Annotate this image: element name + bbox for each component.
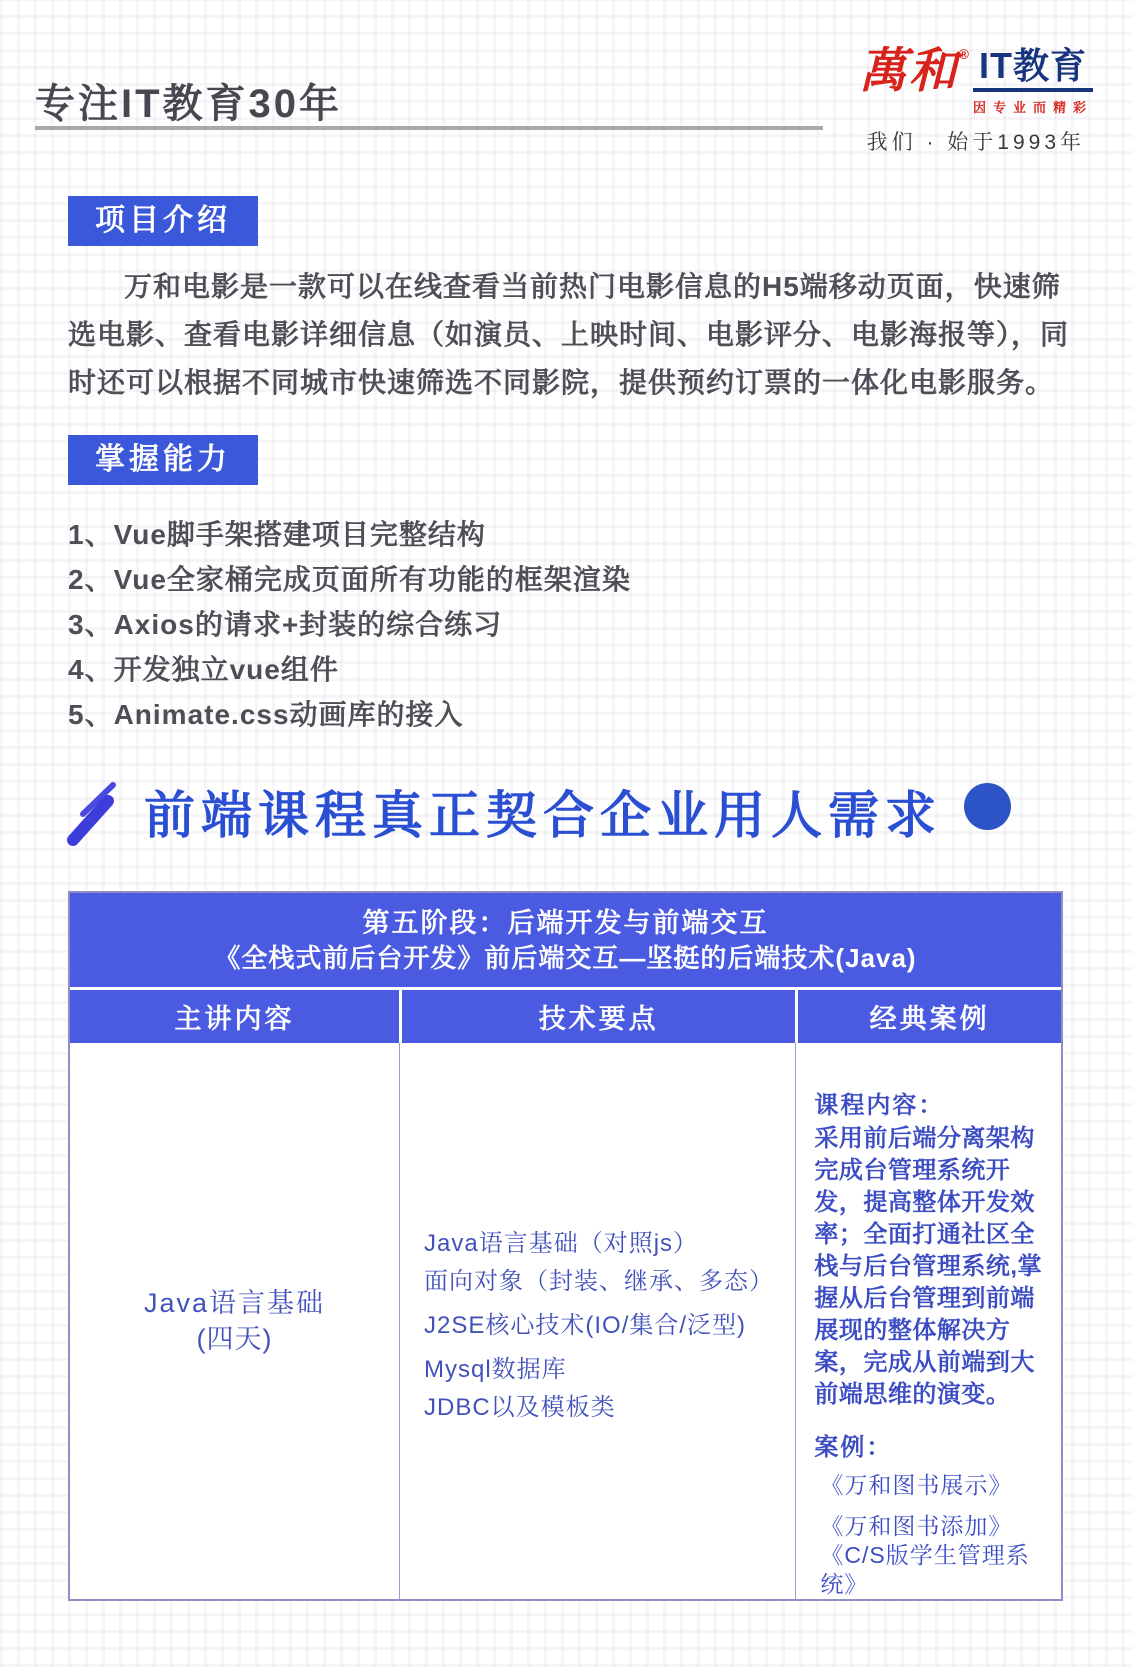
section-badge-intro: 项目介绍 bbox=[68, 196, 258, 246]
case-content-label: 课程内容： bbox=[814, 1092, 945, 1120]
topic-title: Java语言基础 bbox=[143, 1288, 326, 1319]
column-header-case: 经典案例 bbox=[795, 990, 1061, 1043]
case-example: 《万和图书添加》 bbox=[820, 1513, 1013, 1540]
skill-list-item: 5、Animate.css动画库的接入 bbox=[68, 699, 464, 731]
case-examples-label: 案例： bbox=[814, 1434, 893, 1462]
brand-name-it: IT教育 bbox=[978, 45, 1087, 86]
tech-point: Mysql数据库 bbox=[424, 1356, 567, 1384]
header-divider bbox=[35, 126, 823, 130]
topic-duration: (四天) bbox=[196, 1324, 273, 1355]
stage-table bbox=[68, 891, 1063, 1601]
circle-icon bbox=[964, 783, 1011, 830]
section-badge-skills: 掌握能力 bbox=[68, 435, 258, 485]
skill-list-item: 3、Axios的请求+封装的综合练习 bbox=[68, 609, 503, 641]
brand-tagline: 因专业而精彩 bbox=[972, 100, 1093, 115]
table-title-band bbox=[70, 893, 1061, 990]
registered-mark-icon: ® bbox=[958, 46, 969, 62]
column-header-tech: 技术要点 bbox=[399, 990, 795, 1043]
cell-topic bbox=[70, 1043, 399, 1599]
brand-logo-right bbox=[972, 45, 1093, 116]
cell-tech-points bbox=[399, 1043, 795, 1599]
section-banner bbox=[66, 773, 1133, 849]
table-title-line1: 第五阶段：后端开发与前端交互 bbox=[362, 908, 769, 939]
pen-slash-icon bbox=[66, 780, 122, 846]
header-slogan: 专注IT教育30年 bbox=[35, 82, 343, 126]
tech-point: J2SE核心技术(IO/集合/泛型) bbox=[424, 1312, 747, 1340]
case-description: 采用前后端分离架构完成台管理系统开发，提高整体开发效率；全面打通社区全栈与后台管理系统,掌握从后台管理到前端展现的整体解决方案，完成从前端到大前端思维的演变。 bbox=[814, 1125, 1043, 1409]
skills-list bbox=[68, 521, 1133, 729]
brand-since: 我们 · 始于1993年 bbox=[866, 131, 1086, 154]
tech-point: 面向对象（封装、继承、多态） bbox=[424, 1268, 774, 1296]
brand-logo bbox=[858, 45, 1093, 156]
brand-logo-row bbox=[858, 45, 1093, 116]
page-header bbox=[0, 0, 1133, 163]
case-example: 《万和图书展示》 bbox=[820, 1472, 1013, 1499]
tech-point: Java语言基础（对照js） bbox=[424, 1230, 699, 1258]
brand-underline bbox=[973, 88, 1093, 92]
skill-list-item: 1、Vue脚手架搭建项目完整结构 bbox=[68, 519, 486, 551]
skill-list-item: 4、开发独立vue组件 bbox=[68, 654, 339, 686]
tech-point: JDBC以及模板类 bbox=[424, 1394, 616, 1422]
case-example: 《C/S版学生管理系统》 bbox=[820, 1542, 1030, 1598]
table-row bbox=[70, 1043, 1061, 1599]
table-title-line2: 《全栈式前后台开发》前后端交互—坚挺的后端技术(Java) bbox=[214, 943, 917, 974]
skill-list-item: 2、Vue全家桶完成页面所有功能的框架渲染 bbox=[68, 564, 631, 596]
table-column-headers bbox=[70, 990, 1061, 1043]
case-examples-list bbox=[814, 1471, 1047, 1599]
banner-title: 前端课程真正契合企业用人需求 bbox=[144, 787, 943, 845]
brand-name-cn: 萬和 bbox=[858, 45, 959, 98]
intro-paragraph: 万和电影是一款可以在线查看当前热门电影信息的H5端移动页面，快速筛选电影、查看电影详细信息（如演员、上映时间、电影评分、电影海报等），同时还可以根据不同城市快速筛选不同影院，提供预约订票的一体化电影服务。 bbox=[68, 271, 1070, 399]
column-header-topic: 主讲内容 bbox=[70, 990, 399, 1043]
cell-classic-case bbox=[795, 1043, 1061, 1599]
